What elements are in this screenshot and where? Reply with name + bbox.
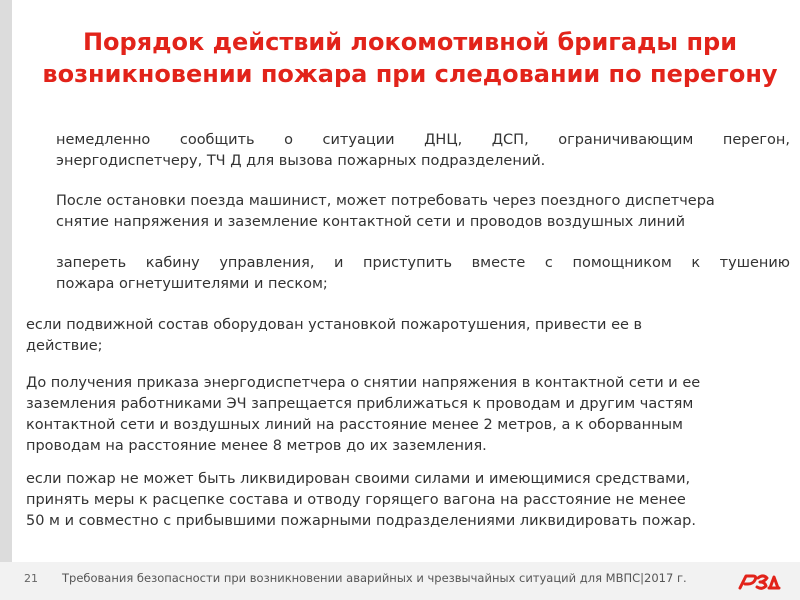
page-title: Порядок действий локомотивной бригады при возникновении пожара при следовании по перегону — [42, 28, 778, 88]
item-line: 50 м и совместно с прибывшими пожарными подразделениями ликвидировать пожар. — [26, 513, 696, 529]
item-line: действие; — [26, 338, 103, 354]
footer-text: Требования безопасности при возникновении аварийных и чрезвычайных ситуаций для МВПС|2017 г. — [62, 571, 687, 585]
rzd-logo-icon — [736, 568, 782, 594]
item-line: если пожар не может быть ликвидирован своими силами и имеющимися средствами, — [26, 471, 691, 487]
list-item — [26, 315, 786, 357]
item-line: контактной сети и воздушных линий на расстояние менее 2 метров, а к оборванным — [26, 417, 683, 433]
item-line: пожара огнетушителями и песком; — [56, 276, 328, 292]
item-line: немедленно сообщить о ситуации ДНЦ, ДСП, ограничивающим перегон, — [56, 132, 790, 148]
list-item — [26, 373, 796, 457]
item-line: запереть кабину управления, и приступить вместе с помощником к тушению — [56, 255, 790, 271]
item-line: проводам на расстояние менее 8 метров до их заземления. — [26, 438, 487, 454]
item-line: снятие напряжения и заземление контактной сети и проводов воздушных линий — [56, 214, 685, 230]
list-item — [26, 469, 796, 532]
list-item — [56, 191, 790, 233]
list-item — [56, 130, 790, 172]
list-item — [56, 253, 790, 295]
page-number: 21 — [24, 572, 38, 585]
item-line: если подвижной состав оборудован установкой пожаротушения, привести ее в — [26, 317, 643, 333]
item-line: принять меры к расцепке состава и отводу горящего вагона на расстояние не менее — [26, 492, 686, 508]
item-line: До получения приказа энергодиспетчера о снятии напряжения в контактной сети и ее — [26, 375, 701, 391]
item-line: После остановки поезда машинист, может потребовать через поездного диспетчера — [56, 193, 715, 209]
item-line: энергодиспетчеру, ТЧ Д для вызова пожарных подразделений. — [56, 153, 546, 169]
item-line: заземления работниками ЭЧ запрещается приближаться к проводам и другим частям — [26, 396, 694, 412]
footer — [0, 562, 800, 600]
